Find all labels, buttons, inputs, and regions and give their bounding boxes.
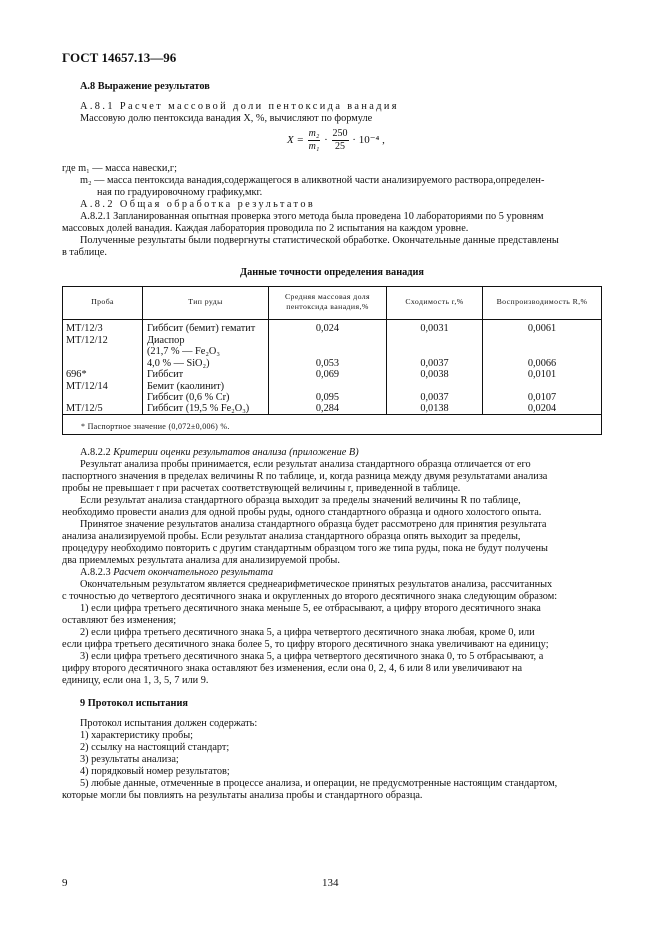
a822-line2: паспортного значения в пределах величины R по таблице, и, когда разница между двумя результатами анализа xyxy=(62,471,548,482)
a822-line4: Если результат анализа стандартного образца выходит за пределы значений величины R по таблице, xyxy=(80,495,521,506)
table-row-1-sample: МТ/12/3 xyxy=(66,323,103,334)
fraction-250-25: $\frac{250}{25}$ xyxy=(332,128,348,152)
a823-line8: цифру второго десятичного знака оставляют без изменения, если она 0, 2, 4, 6 или 8 или увеличивают на xyxy=(62,663,523,674)
section-9-item-2: 2) ссылку на настоящий стандарт; xyxy=(80,742,230,753)
header-mean: Средняя массовая доля пентоксида ванадия,% xyxy=(284,292,371,311)
a821-line3: Полученные результаты были подвергнуты статистической обработке. Окончательные данные представлены xyxy=(80,235,559,246)
table-row-7-repro: 0,0107 xyxy=(527,392,557,403)
table-row-4-conv: 0,0037 xyxy=(420,357,449,369)
a81-title: А.8.1 Расчет массовой доли пентоксида ванадия xyxy=(80,101,399,112)
table-row-3-ore: (21,7 % — Fe₂O₃ xyxy=(147,346,220,357)
precision-table xyxy=(62,286,602,435)
a823-title: А.8.2.3 Расчет окончательного результата xyxy=(80,567,274,578)
a822-line1: Результат анализа пробы принимается, если результат анализа стандартного образца отличается от его xyxy=(80,459,531,470)
fraction-m2-m1: $\frac{\text{m₂}}{\text{m₁}}$ xyxy=(308,128,320,152)
table-row-2-ore: Диаспор xyxy=(147,334,185,346)
header-ore: Тип руды xyxy=(188,297,223,306)
a821-line2: массовых долей ванадия. Каждая лаборатория проводила по 2 испытания на каждом уровне. xyxy=(62,223,469,234)
table-row-8-repro: 0,0204 xyxy=(527,402,557,414)
where-m2-line1: m₂ — масса пентоксида ванадия,содержащегося в аликвотной части анализируемого раствора,определен- xyxy=(80,175,545,186)
a823-line1: Окончательным результатом является среднеарифметическое принятых результатов анализа, рассчитанных xyxy=(80,579,553,590)
table-row-8-ore: Гиббсит (19,5 % Fe₂O₃) xyxy=(147,402,250,414)
table-row-5-repro: 0,0101 xyxy=(527,369,557,380)
table-row-7-ore: Гиббсит (0,6 % Cr) xyxy=(147,392,230,403)
table-row-8-conv: 0,0138 xyxy=(420,402,449,414)
a822-line3: пробы не превышает r при расчетах соответствующей величины r, приведенной в таблице. xyxy=(62,483,461,494)
a823-line6: если цифра третьего десятичного знака более 5, то цифру второго десятичного знака увеличивают на единицу; xyxy=(62,639,549,650)
table-row-5-ore: Гиббсит xyxy=(147,369,184,380)
a822-line8: процедуру необходимо повторить с другим стандартным образцом того же типа руды, пока не будут получены xyxy=(62,543,548,554)
document-header: ГОСТ 14657.13—96 xyxy=(62,50,177,65)
table-row-5-sample: 696* xyxy=(66,369,87,380)
section-a8-heading: А.8 Выражение результатов xyxy=(80,81,210,92)
formula: X = $\frac{\text{m₂}}{\text{m₁}}$ · $\frac{250}{25}$ · 10⁻⁴ , xyxy=(287,128,385,152)
table-row-8-mean: 0,284 xyxy=(315,402,340,414)
table-row-2-sample: МТ/12/12 xyxy=(66,334,108,346)
table-row-6-ore: Бемит (каолинит) xyxy=(147,380,225,392)
where-m1: где m₁ — масса навески,г; xyxy=(62,163,178,174)
section-9-item-5: 5) любые данные, отмеченные в процессе анализа, и операции, не предусмотренные настоящим стандартом, xyxy=(80,778,558,789)
table-row-1-ore: Гиббсит (бемит) гематит xyxy=(147,323,256,334)
a823-line3: 1) если цифра третьего десятичного знака меньше 5, ее отбрасывают, а цифру второго десятичного знака xyxy=(80,603,541,614)
a822-line7: анализа анализируемой пробы. Если результат анализа стандартного образца опять выходит за пределы, xyxy=(62,531,521,542)
header-convergence: Сходимость r,% xyxy=(405,297,464,306)
section-9-item-4: 4) порядковый номер результатов; xyxy=(80,766,230,777)
a823-line5: 2) если цифра третьего десятичного знака 5, а цифра четвертого десятичного знака любая, кроме 0, или xyxy=(80,627,535,638)
a822-line9: два приемлемых результата анализа для анализируемой пробы. xyxy=(62,555,340,566)
table-footnote: * Паспортное значение (0,072±0,006) %. xyxy=(81,422,230,431)
header-sample: Проба xyxy=(91,297,114,306)
a822-line6: Принятое значение результатов анализа стандартного образца будет рассмотрено для принятия результата xyxy=(80,519,547,530)
table-row-4-repro: 0,0066 xyxy=(527,357,557,369)
header-reproducibility: Воспроизводимость R,% xyxy=(496,297,588,306)
table-title: Данные точности определения ванадия xyxy=(240,267,424,278)
table-row-1-conv: 0,0031 xyxy=(420,323,449,334)
section-9-item-3: 3) результаты анализа; xyxy=(80,754,179,765)
section-9-intro: Протокол испытания должен содержать: xyxy=(80,718,258,729)
a823-line7: 3) если цифра третьего десятичного знака 5, а цифра четвертого десятичного знака 0, то 5 отбрасывают, а xyxy=(80,651,544,662)
where-m2-line2: ная по градуировочному графику,мкг. xyxy=(97,187,263,198)
a822-line5: необходимо провести анализ для одной пробы руды, одного стандартного образца и одного холостого опыта. xyxy=(62,507,542,518)
a81-text: Массовую долю пентоксида ванадия X, %, вычисляют по формуле xyxy=(80,113,373,124)
footer-left-number: 9 xyxy=(62,877,68,889)
a82-title: А.8.2 Общая обработка результатов xyxy=(80,199,316,210)
section-9-heading: 9 Протокол испытания xyxy=(80,698,188,709)
table-row-1-repro: 0,0061 xyxy=(527,323,557,334)
table-row-1-mean: 0,024 xyxy=(315,323,340,334)
a823-line4: оставляют без изменения; xyxy=(62,615,177,626)
a823-line9: единицу, если она 1, 3, 5, 7 или 9. xyxy=(62,675,209,686)
a821-line1: А.8.2.1 Запланированная опытная проверка этого метода была проведена 10 лабораториями по 5 уровням xyxy=(80,211,544,222)
a821-line4: в таблице. xyxy=(62,247,107,258)
table-row-8-sample: МТ/12/5 xyxy=(66,402,103,414)
a823-line2: с точностью до четвертого десятичного знака и округленных до второго десятичного знака следующим образом: xyxy=(62,591,558,602)
section-9-item-1: 1) характеристику пробы; xyxy=(80,730,194,741)
page-number: 134 xyxy=(322,877,339,889)
table-row-7-mean: 0,095 xyxy=(315,392,340,403)
table-row-5-conv: 0,0038 xyxy=(420,369,449,380)
section-9-item-5-line2: которые могли бы повлиять на результаты анализа пробы и стандартного образца. xyxy=(62,790,423,801)
table-row-4-ore: 4,0 % — SiO₂) xyxy=(147,357,210,369)
table-row-7-conv: 0,0037 xyxy=(420,392,449,403)
table-row-4-mean: 0,053 xyxy=(315,357,340,369)
table-row-6-sample: МТ/12/14 xyxy=(66,380,108,392)
a822-title: А.8.2.2 Критерии оценки результатов анализа (приложение В) xyxy=(80,447,359,458)
table-row-5-mean: 0,069 xyxy=(315,369,340,380)
